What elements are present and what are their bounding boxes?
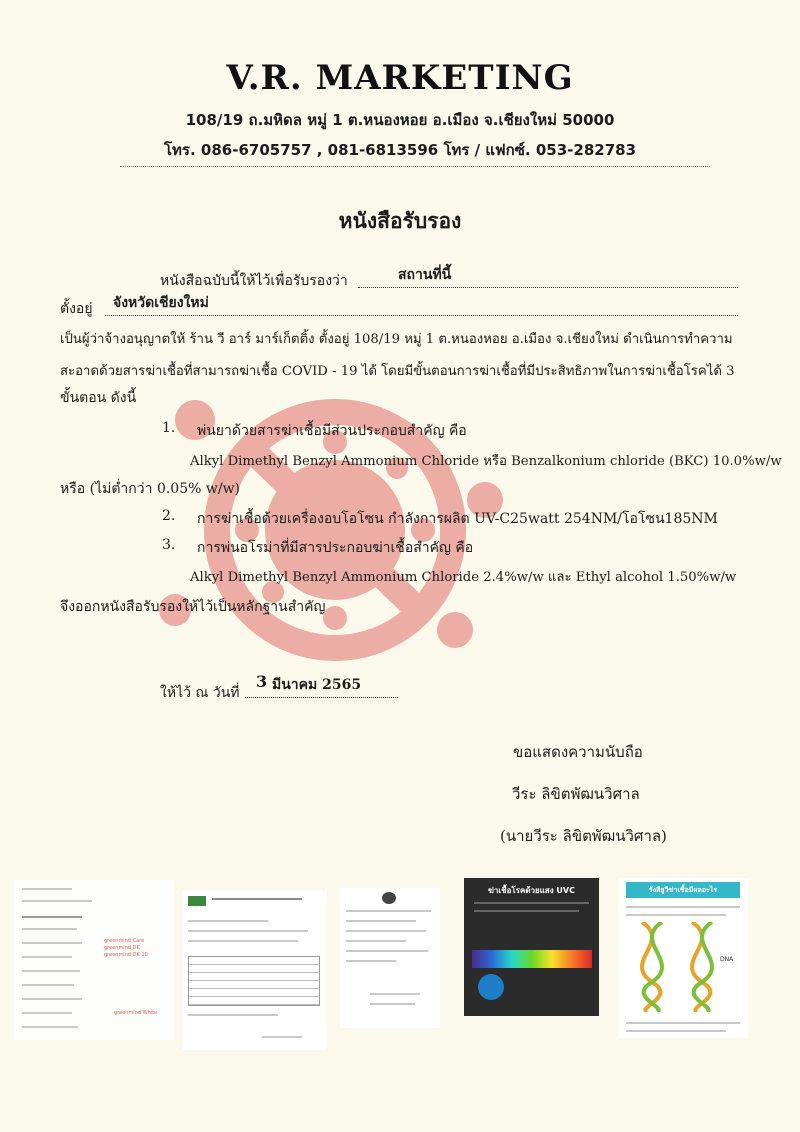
signatory-name: วีระ ลิขิตพัฒนวิศาล [512, 785, 640, 803]
dna-title: รังสียูวีฆ่าเชื้อมีผลอะไร [626, 882, 740, 898]
item-3-text: การพ่นอโรม่าที่มีสารประกอบฆ่าเชื้อสำคัญ คือ [197, 540, 474, 556]
uvc-title: ฆ่าเชื้อโรคด้วยแสง UVC [487, 886, 575, 895]
date-label: ให้ไว้ ณ วันที่ [160, 685, 240, 701]
header-divider [120, 166, 710, 167]
location-label: ตั้งอยู่ [60, 301, 93, 317]
location-value: จังหวัดเชียงใหม่ [113, 295, 209, 311]
thumb-dna-info [618, 878, 748, 1038]
company-name: V.R. MARKETING [226, 58, 574, 98]
item-1-number: 1. [162, 420, 176, 436]
company-phones: โทร. 086-6705757 , 081-6813596 โทร / แฟกซ์. 053-282783 [163, 141, 637, 159]
item-2-text: การฆ่าเชื้อด้วยเครื่องอบโอโซน กำลังการผลิต UV-C25watt 254NM/โอโซน185NM [197, 511, 718, 527]
greenmind-white-label: greenmind White [114, 1010, 158, 1016]
thumb-uvc-spectrum [464, 878, 599, 1016]
greenmind-care-label: greenmind Care [104, 938, 145, 944]
greenmind-dk10-label: greenmind DK 10 [104, 952, 148, 958]
intro-label: หนังสือฉบับนี้ให้ไว้เพื่อรับรองว่า [160, 273, 348, 289]
item-3-detail: Alkyl Dimethyl Benzyl Ammonium Chloride 2.4%w/w และ Ethyl alcohol 1.50%w/w [190, 570, 737, 585]
closing-text: จึงออกหนังสือรับรองให้ไว้เป็นหลักฐานสำคัญ [60, 599, 326, 615]
company-address: 108/19 ถ.มหิดล หมู่ 1 ต.หนองหอย อ.เมือง จ.เชียงใหม่ 50000 [185, 111, 615, 129]
intro-value: สถานที่นี้ [398, 267, 452, 283]
date-day: 3 [256, 672, 268, 691]
item-1-detail: Alkyl Dimethyl Benzyl Ammonium Chloride หรือ Benzalkonium chloride (BKC) 10.0%w/w [190, 454, 782, 469]
greenmind-dk-label: greenmind DK [104, 945, 140, 951]
dna-label: DNA [720, 956, 734, 963]
body-para-1: เป็นผู้ว่าจ้างอนุญาตให้ ร้าน วี อาร์ มาร์เก็ตติ้ง ตั้งอยู่ 108/19 หมู่ 1 ต.หนองหอย อ.เมือง จ.เชียงใหม่ ดำเนินการทำความ [60, 332, 733, 347]
thumb-letter-table [182, 890, 327, 1050]
attachment-thumbnails [0, 870, 800, 1050]
dna-icon [632, 922, 732, 1012]
item-3-number: 3. [162, 537, 176, 553]
body-para-3: ขั้นตอน ดังนี้ [60, 390, 137, 406]
date-month-year: มีนาคม 2565 [272, 677, 362, 693]
item-2-number: 2. [162, 508, 176, 524]
item-1-text: พ่นยาด้วยสารฆ่าเชื้อมีส่วนประกอบสำคัญ คือ [197, 423, 467, 439]
certificate-title: หนังสือรับรอง [338, 208, 462, 233]
signatory-full-name: (นายวีระ ลิขิตพัฒนวิศาล) [500, 827, 667, 845]
thumb-spec-sheet [14, 880, 174, 1040]
location-fill-line [105, 315, 738, 316]
regards-text: ขอแสดงความนับถือ [513, 743, 643, 761]
body-para-2: สะอาดด้วยสารฆ่าเชื้อที่สามารถฆ่าเชื้อ COVID - 19 ได้ โดยมีขั้นตอนการฆ่าเชื้อที่มีประสิทธิภาพในการฆ่าเชื้อโรคได้ 3 [60, 364, 735, 379]
item-1-continuation: หรือ (ไม่ต่ำกว่า 0.05% w/w) [60, 481, 241, 497]
date-fill-line [245, 697, 398, 698]
thumb-gov-document [340, 888, 440, 1028]
intro-fill-line [358, 287, 738, 288]
